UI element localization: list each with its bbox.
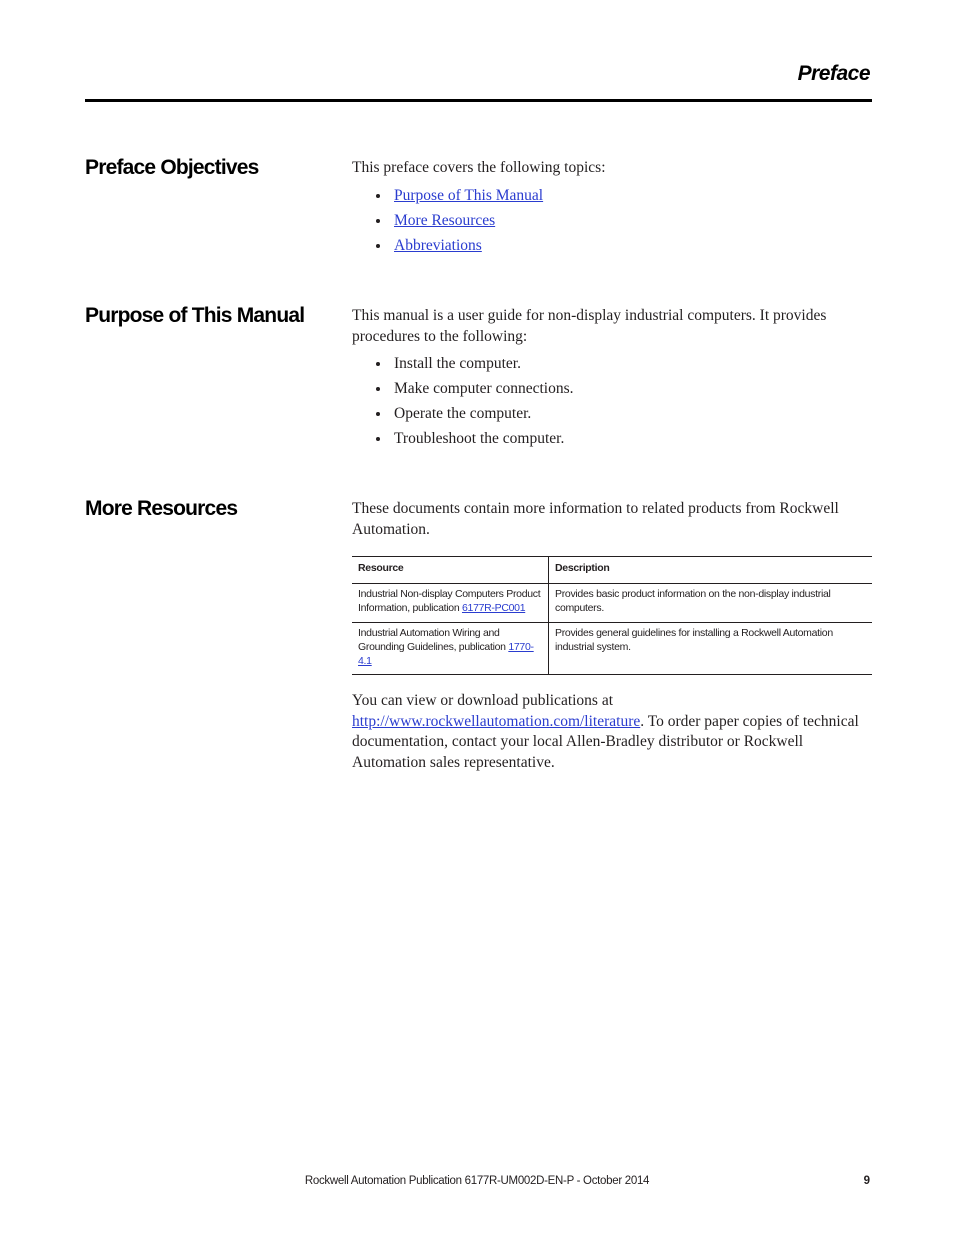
objectives-topic-list [352, 183, 872, 258]
resources-table [352, 556, 872, 675]
resources-outro [352, 691, 872, 773]
objectives-intro: This preface covers the following topics: [352, 159, 606, 176]
list-item [352, 426, 872, 451]
bullet-icon [376, 244, 380, 248]
publication-link[interactable]: 6177R-PC001 [461, 602, 526, 614]
table-row [352, 584, 872, 623]
table-cell-description: Provides general guidelines for installing a Rockwell Automation industrial system. [549, 623, 873, 675]
resource-title: Industrial Automation Wiring and Grounding Guidelines, publication [358, 627, 509, 653]
section-heading-objectives: Preface Objectives [85, 156, 259, 179]
header-rule [85, 99, 872, 102]
literature-url-link[interactable]: http://www.rockwellautomation.com/literature [352, 712, 641, 730]
list-item [352, 183, 872, 208]
link-abbreviations[interactable]: Abbreviations [394, 236, 482, 254]
list-item [352, 351, 872, 376]
list-item [352, 233, 872, 258]
list-item [352, 376, 872, 401]
link-more-resources[interactable]: More Resources [394, 211, 496, 229]
purpose-task-list [352, 351, 872, 451]
purpose-body [352, 306, 872, 451]
list-item-text: Operate the computer. [394, 405, 532, 422]
objectives-body [352, 158, 872, 258]
column-header-resource: Resource [352, 557, 549, 584]
footer-publication: Rockwell Automation Publication 6177R-UM002D-EN-P - October 2014 [304, 1175, 650, 1187]
bullet-icon [376, 437, 380, 441]
bullet-icon [376, 219, 380, 223]
table-cell-description: Provides basic product information on the non-display industrial computers. [549, 584, 873, 623]
list-item-text: Install the computer. [394, 355, 521, 372]
resources-intro-block [352, 499, 872, 540]
bullet-icon [376, 362, 380, 366]
list-item [352, 208, 872, 233]
column-header-description: Description [549, 557, 873, 584]
outro-text-before: You can view or download publications at [352, 692, 614, 709]
page-number: 9 [863, 1175, 870, 1187]
bullet-icon [376, 387, 380, 391]
table-row [352, 623, 872, 675]
resource-title: Industrial Non-display Computers Product Information, publication [358, 588, 541, 614]
bullet-icon [376, 194, 380, 198]
resources-outro-block [352, 691, 872, 773]
publication-link[interactable]: 1770-4.1 [358, 641, 534, 667]
bullet-icon [376, 412, 380, 416]
section-heading-resources: More Resources [85, 497, 238, 520]
purpose-intro: This manual is a user guide for non-display industrial computers. It provides procedures to the following: [352, 307, 827, 345]
table-header-row [352, 557, 872, 584]
link-purpose-of-this-manual[interactable]: Purpose of This Manual [394, 186, 544, 204]
list-item-text: Troubleshoot the computer. [394, 430, 565, 447]
outro-text-after: . To order paper copies of technical documentation, contact your local Allen-Bradley distributor or Rockwell Automation sales representative. [352, 712, 859, 771]
list-item-text: Make computer connections. [394, 380, 574, 397]
resources-intro: These documents contain more information to related products from Rockwell Automation. [352, 500, 839, 538]
chapter-title: Preface [797, 62, 870, 85]
table-cell-resource [352, 623, 549, 675]
table-cell-resource [352, 584, 549, 623]
list-item [352, 401, 872, 426]
section-heading-purpose: Purpose of This Manual [85, 304, 305, 327]
